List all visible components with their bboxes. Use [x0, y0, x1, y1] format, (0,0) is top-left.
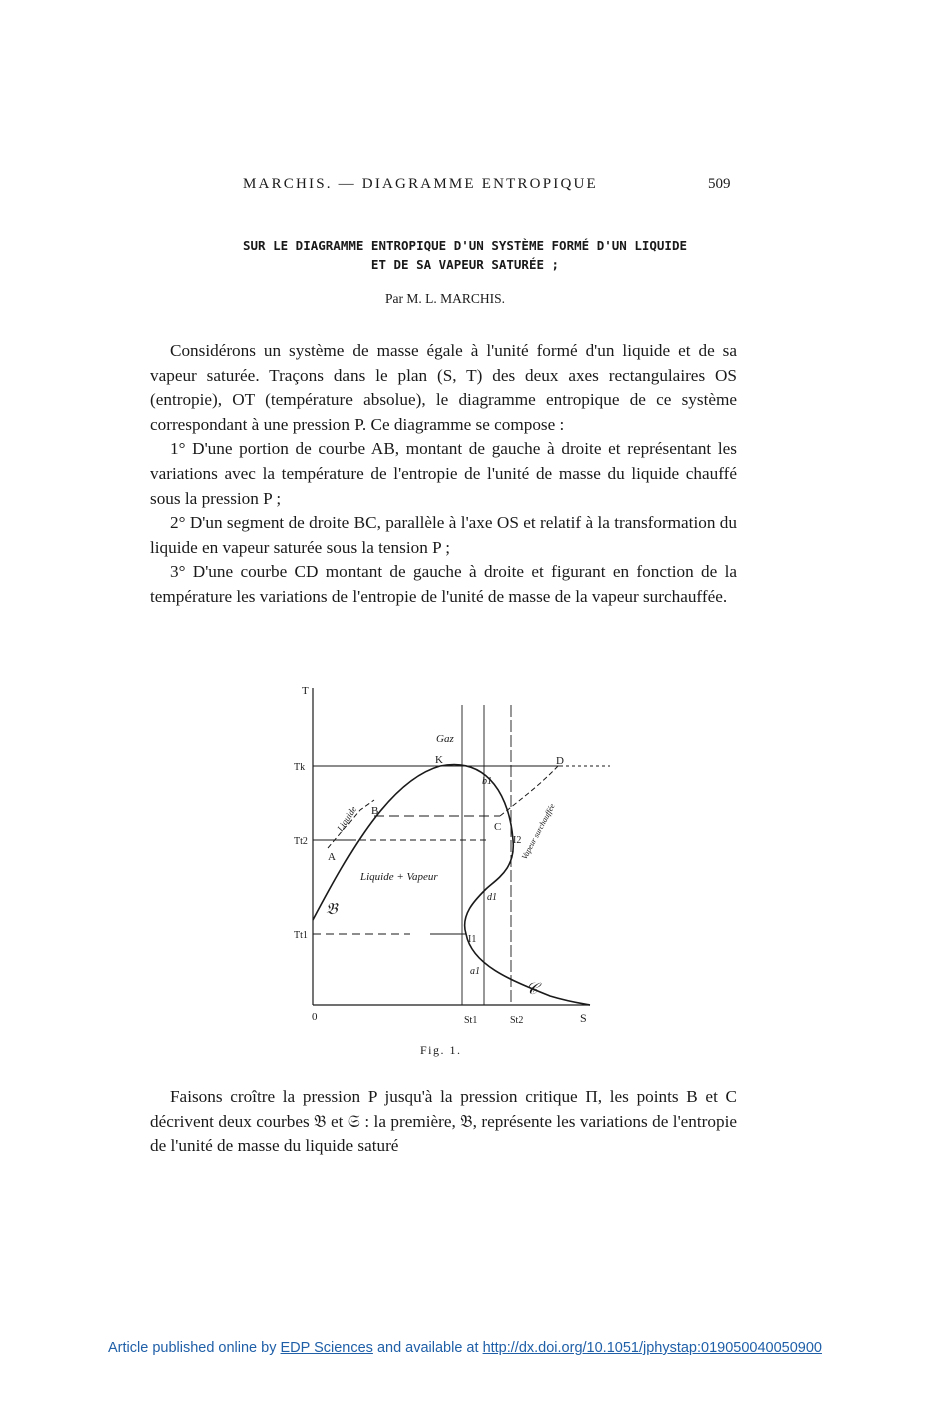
label-tk: Tk: [294, 762, 306, 773]
label-liquide: Liquide: [335, 804, 359, 834]
footer-middle: and available at: [372, 1340, 483, 1356]
label-tt2: Tt2: [294, 836, 308, 847]
label-i1: I1: [468, 934, 477, 945]
paragraph-continuation: Faisons croître la pression P jusqu'à la pression critique Π, les points B et C décrivent deux courbes 𝔅 et 𝔖 : la première, 𝔅, représente les variations de l'entropie de l'unité de masse du liquide saturé: [150, 1087, 737, 1156]
article-title-line-2: ET DE SA VAPEUR SATURÉE ;: [370, 257, 560, 272]
footer-prefix: Article published online by: [108, 1340, 281, 1356]
label-script-b: 𝔅: [326, 901, 338, 918]
label-a1: a1: [470, 966, 480, 977]
running-head: MARCHIS. — DIAGRAMME ENTROPIQUE: [243, 176, 598, 192]
entropy-diagram: [290, 680, 610, 1030]
body-text-block: [150, 339, 737, 610]
paragraph-intro: Considérons un système de masse égale à l'unité formé d'un liquide et de sa vapeur saturée. Traçons dans le plan (S, T) des deux axes rectangulaires OS (entropie), OT (température absolue), le diagramme entropique de ce système correspondant à une pression P. Ce diagramme se compose :: [150, 341, 737, 434]
label-t: T: [302, 685, 309, 697]
article-title: [150, 236, 780, 274]
label-k: K: [435, 754, 443, 766]
label-st1: St1: [464, 1015, 478, 1026]
label-script-c: 𝒞: [526, 981, 538, 998]
label-b1: b1: [482, 776, 492, 787]
paragraph-item-1: 1° D'une portion de courbe AB, montant de gauche à droite et représentant les variations avec la température de l'entropie de l'unité de masse du liquide chauffé sous la pression P ;: [150, 439, 737, 508]
label-gaz: Gaz: [436, 733, 454, 745]
page-number: 509: [708, 176, 731, 192]
footer-doi-link[interactable]: http://dx.doi.org/10.1051/jphystap:019050040050900: [482, 1340, 822, 1356]
label-tt1: Tt1: [294, 930, 308, 941]
paragraph-item-2: 2° D'un segment de droite BC, parallèle à l'axe OS et relatif à la transformation du liquide en vapeur saturée sous la tension P ;: [150, 513, 737, 557]
article-title-line-1: SUR LE DIAGRAMME ENTROPIQUE D'UN SYSTÈME FORMÉ D'UN LIQUIDE: [242, 238, 687, 253]
label-c: C: [494, 821, 502, 833]
label-s: S: [580, 1011, 587, 1025]
label-d1: d1: [487, 892, 497, 903]
figure-caption: Fig. 1.: [420, 1043, 462, 1057]
paragraph-item-3: 3° D'une courbe CD montant de gauche à droite et figurant en fonction de la température les variations de l'entropie de l'unité de masse de la vapeur surchauffée.: [150, 562, 737, 606]
footer: [0, 1340, 930, 1356]
saturation-curve: [313, 765, 590, 1005]
author-line: Par M. L. MARCHIS.: [384, 291, 505, 306]
label-origin: 0: [312, 1011, 318, 1023]
label-i2: I2: [513, 835, 522, 846]
footer-publisher-link[interactable]: EDP Sciences: [280, 1340, 373, 1356]
body-text-continuation: [150, 1085, 737, 1159]
label-vapeur-surchauffee: Vapeur surchauffée: [519, 802, 557, 861]
label-st2: St2: [510, 1015, 524, 1026]
label-liquide-vapeur: Liquide + Vapeur: [360, 871, 438, 883]
label-b: B: [371, 805, 379, 817]
label-d: D: [556, 755, 564, 767]
label-a: A: [328, 851, 336, 863]
